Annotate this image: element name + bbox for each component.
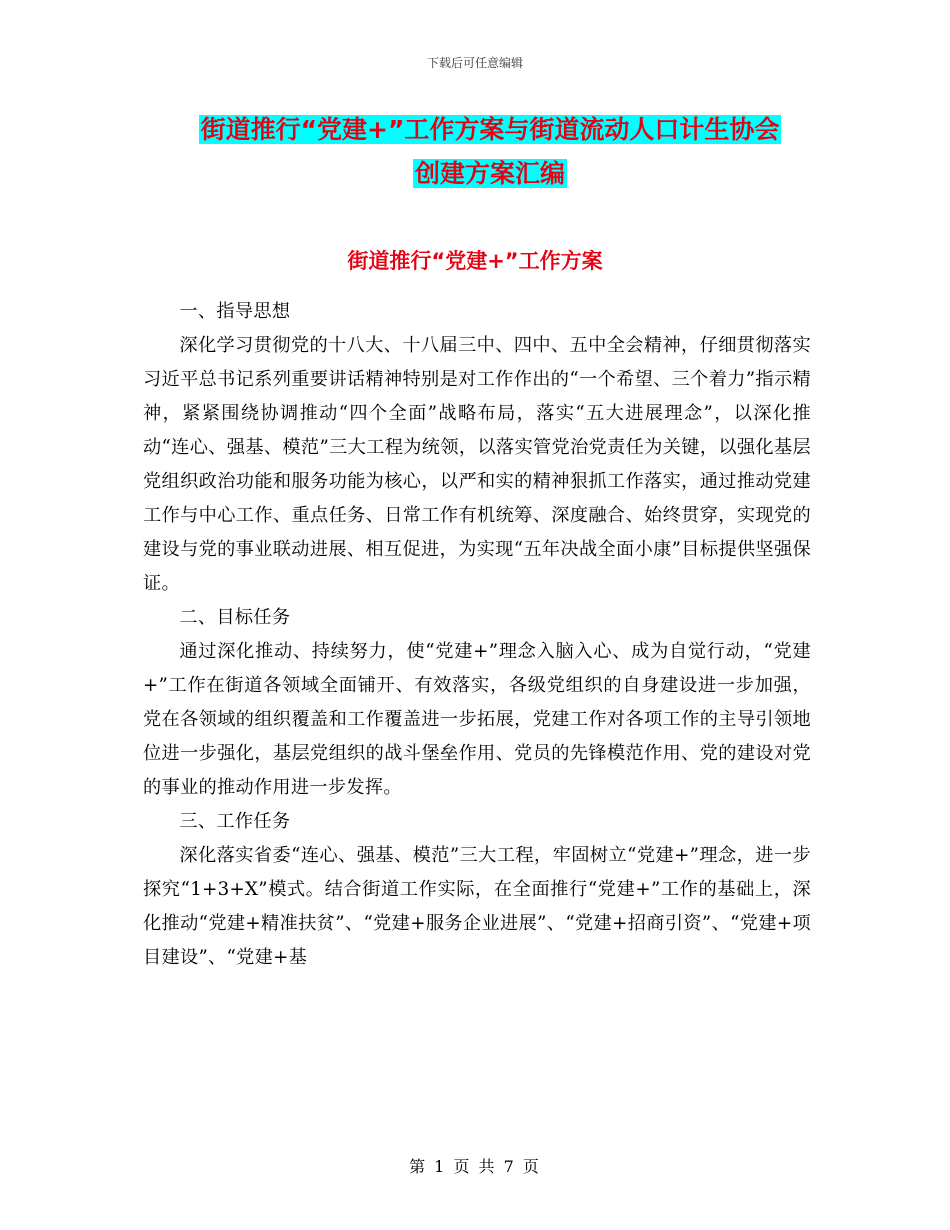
heading-target-tasks: 二、目标任务 [179,607,291,628]
document-body [143,295,811,975]
heading-work-tasks: 三、工作任务 [179,811,291,832]
document-title-line-2: 创建方案汇编 [414,159,565,188]
section-title: 街道推行“党建+”工作方案 [347,249,603,273]
paragraph-guiding-ideology: 深化学习贯彻党的十八大、十八届三中、四中、五中全会精神，仔细贯彻落实习近平总书记系列重要讲话精神特别是对工作作出的“一个希望、三个着力”指示精神，紧紧围绕协调推动“四个全面”战略布局，落实“五大进展理念”，以深化推动“连心、强基、模范”三大工程为统领，以落实管党治党责任为关键，以强化基层党组织政治功能和服务功能为核心，以严和实的精神狠抓工作落实，通过推动党建工作与中心工作、重点任务、日常工作有机统筹、深度融合、始终贯穿，实现党的建设与党的事业联动进展、相互促进，为实现“五年决战全面小康”目标提供坚强保证。 [143,335,811,594]
heading-guiding-ideology: 一、指导思想 [179,301,291,322]
page-number-footer: 第 1 页 共 7 页 [409,1157,541,1176]
paragraph-target-tasks: 通过深化推动、持续努力，使“党建+”理念入脑入心、成为自觉行动，“党建+”工作在街道各领域全面铺开、有效落实，各级党组织的自身建设进一步加强，党在各领域的组织覆盖和工作覆盖进一步拓展，党建工作对各项工作的主导引领地位进一步强化，基层党组织的战斗堡垒作用、党员的先锋模范作用、党的建设对党的事业的推动作用进一步发挥。 [143,641,811,798]
document-title-line-1: 街道推行“党建+”工作方案与街道流动人口计生协会 [200,115,780,144]
paragraph-work-tasks: 深化落实省委“连心、强基、模范”三大工程，牢固树立“党建+”理念，进一步探究“1+3+X”模式。结合街道工作实际，在全面推行“党建+”工作的基础上，深化推动“党建+精准扶贫”、“党建+服务企业进展”、“党建+招商引资”、“党建+项目建设”、“党建+基 [143,845,811,968]
header-note: 下载后可任意编辑 [426,56,523,70]
document-title [140,108,840,196]
